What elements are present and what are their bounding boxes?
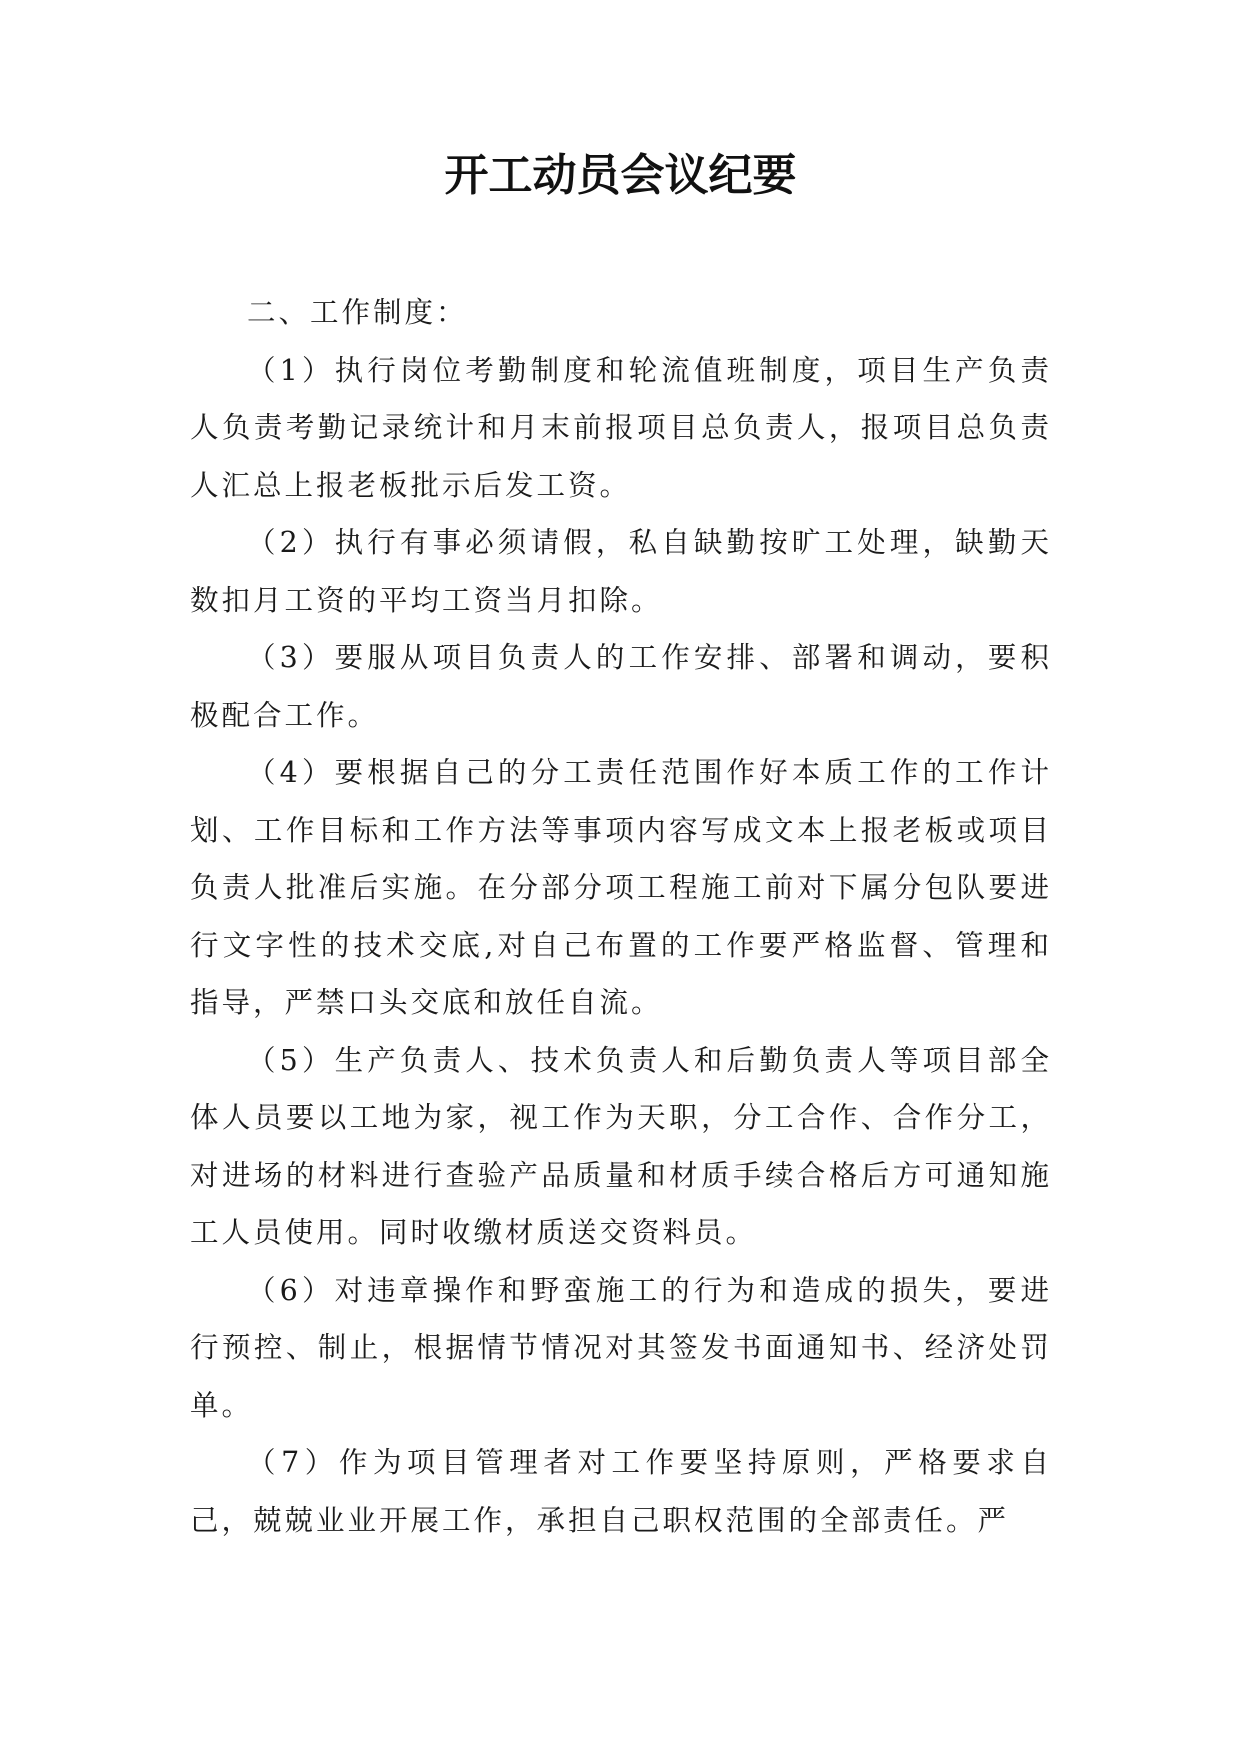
paragraph-1: （1）执行岗位考勤制度和轮流值班制度，项目生产负责人负责考勤记录统计和月末前报项目总负责人，报项目总负责人汇总上报老板批示后发工资。 xyxy=(190,353,1052,502)
section-heading: 二、工作制度： xyxy=(247,296,468,329)
paragraph-3: （3）要服从项目负责人的工作安排、部署和调动，要积极配合工作。 xyxy=(190,641,1052,732)
paragraph-7: （7）作为项目管理者对工作要坚持原则，严格要求自己，兢兢业业开展工作，承担自己职权范围的全部责任。严 xyxy=(190,1446,1052,1537)
document-title: 开工动员会议纪要 xyxy=(444,150,797,201)
paragraph-4: （4）要根据自己的分工责任范围作好本质工作的工作计划、工作目标和工作方法等事项内容写成文本上报老板或项目负责人批准后实施。在分部分项工程施工前对下属分包队要进行文字性的技术交底,对自己布置的工作要严格监督、管理和指导，严禁口头交底和放任自流。 xyxy=(190,756,1052,1019)
paragraph-2: （2）执行有事必须请假，私自缺勤按旷工处理，缺勤天数扣月工资的平均工资当月扣除。 xyxy=(190,526,1052,617)
document-body xyxy=(190,284,1052,1549)
paragraph-5: （5）生产负责人、技术负责人和后勤负责人等项目部全体人员要以工地为家，视工作为天职，分工合作、合作分工，对进场的材料进行查验产品质量和材质手续合格后方可通知施工人员使用。同时收缴材质送交资料员。 xyxy=(190,1043,1052,1249)
paragraph-6: （6）对违章操作和野蛮施工的行为和造成的损失，要进行预控、制止，根据情节情况对其签发书面通知书、经济处罚单。 xyxy=(190,1273,1052,1422)
